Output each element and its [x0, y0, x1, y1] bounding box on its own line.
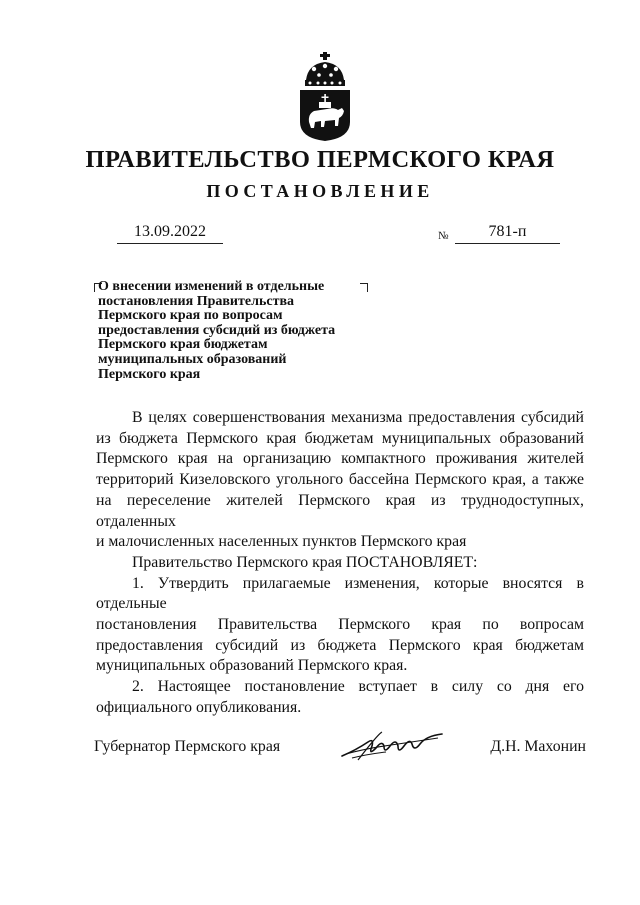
- document-subject: [98, 280, 398, 382]
- body-line: Пермского края на организацию компактного проживания жителей: [96, 450, 584, 468]
- government-title: ПРАВИТЕЛЬСТВО ПЕРМСКОГО КРАЯ: [85, 146, 555, 173]
- body-line: официального опубликования.: [96, 698, 302, 716]
- body-line: постановления Правительства Пермского края по вопросам: [96, 616, 584, 634]
- subject-line: постановления Правительства: [98, 293, 294, 309]
- body-line: В целях совершенствования механизма предоставления субсидий: [132, 409, 584, 426]
- body-line: муниципальных образований Пермского края.: [96, 657, 408, 675]
- document-type: ПОСТАНОВЛЕНИЕ: [206, 181, 434, 201]
- handwritten-signature: [338, 724, 444, 766]
- number-sign: №: [438, 230, 449, 242]
- subject-line: Пермского края бюджетам: [98, 337, 268, 353]
- document-body: [96, 408, 584, 719]
- signature-block: [94, 736, 586, 770]
- coat-of-arms-icon: [296, 50, 354, 142]
- body-line: 2. Настоящее постановление вступает в силу со дня его: [132, 678, 584, 696]
- body-line: из бюджета Пермского края бюджетам муниципальных образований: [96, 429, 584, 447]
- body-line: территорий Кизеловского угольного бассейна Пермского края, а также: [96, 471, 584, 489]
- signatory-position: Губернатор Пермского края: [94, 738, 281, 755]
- body-line: 1. Утвердить прилагаемые изменения, которые вносятся в отдельные: [96, 574, 584, 613]
- subject-line: О внесении изменений в отдельные: [98, 279, 325, 294]
- document-date: 13.09.2022: [117, 223, 223, 244]
- subject-line: муниципальных образований: [98, 351, 287, 367]
- subject-line: предоставления субсидий из бюджета: [98, 322, 336, 338]
- body-line: предоставления субсидий из бюджета Пермского края бюджетам: [96, 636, 584, 654]
- subject-line: Пермского края по вопросам: [98, 308, 283, 324]
- body-line: Правительство Пермского края ПОСТАНОВЛЯЕТ:: [132, 553, 478, 571]
- subject-line: Пермского края: [98, 366, 201, 382]
- signatory-name: Д.Н. Махонин: [490, 738, 586, 755]
- body-line: на переселение жителей Пермского края из труднодоступных, отдаленных: [96, 491, 584, 530]
- body-line: и малочисленных населенных пунктов Пермского края: [96, 533, 467, 551]
- document-number: 781-п: [455, 223, 560, 244]
